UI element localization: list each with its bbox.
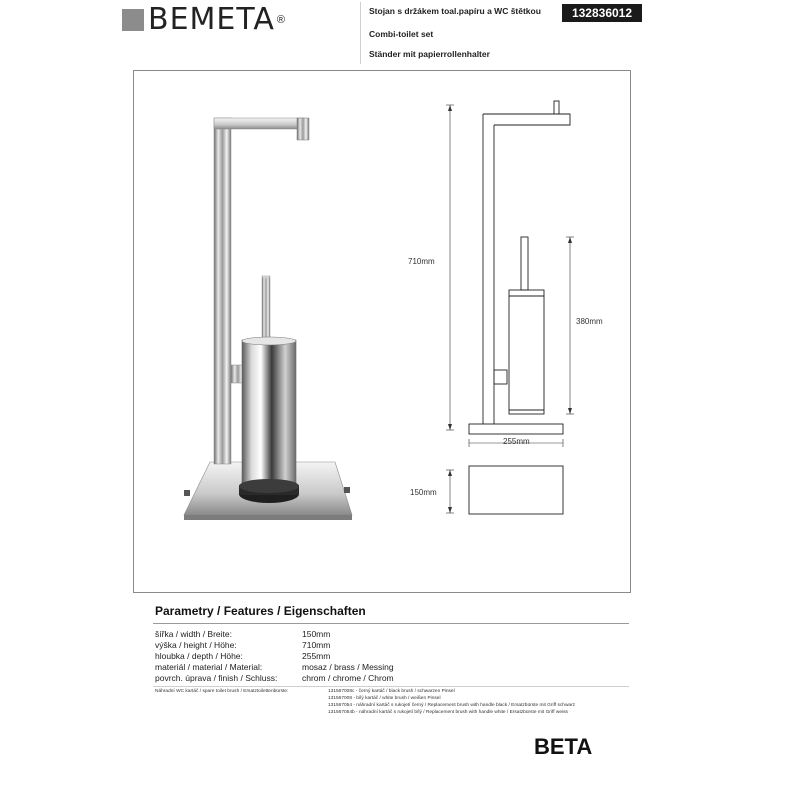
- brand-name: BEMETA: [148, 2, 275, 37]
- param-label-finish: povrch. úprava / finish / Schluss:: [155, 673, 278, 683]
- spare-item: 131567054b - náhradní kartáč s rukojetí bílý / Replacement brush with handle white / Ersatzbürste mit Griff weiss: [328, 710, 568, 715]
- spare-item: 131567008 - bílý kartáč / white brush / weißen Pinsel: [328, 696, 441, 701]
- height-dimension-label: 710mm: [408, 257, 435, 266]
- model-name: BETA: [534, 734, 593, 759]
- param-value-depth: 255mm: [302, 651, 331, 661]
- width-dimension-label: 255mm: [503, 437, 530, 446]
- product-title-cz: Stojan s držákem toal.papíru a WC štětkou: [369, 6, 541, 16]
- product-title-de: Ständer mit papierrollenhalter: [369, 49, 490, 59]
- brush-height-dimension-label: 380mm: [576, 317, 603, 326]
- depth-dimension-label: 150mm: [410, 488, 437, 497]
- spare-brush-label: Náhradní WC kartáč / spare toilet brush / Ersatztoilettenbürste:: [155, 689, 289, 694]
- spare-item: 131567008c - černý kartáč / black brush / schwarzen Pinsel: [328, 689, 455, 694]
- registered-mark: ®: [276, 14, 286, 26]
- photo-stand: [184, 118, 352, 520]
- product-code: 132836012: [562, 4, 642, 22]
- param-value-height: 710mm: [302, 640, 331, 650]
- dimension-lines: [446, 105, 574, 513]
- param-value-width: 150mm: [302, 629, 331, 639]
- param-value-material: mosaz / brass / Messing: [302, 662, 394, 672]
- dimension-arrows: [448, 105, 572, 513]
- param-label-height: výška / height / Höhe:: [155, 640, 237, 650]
- param-label-depth: hloubka / depth / Höhe:: [155, 651, 243, 661]
- technical-drawing: [469, 101, 570, 514]
- param-label-material: materiál / material / Material:: [155, 662, 263, 672]
- parameters-divider: [153, 623, 629, 624]
- product-title-en: Combi-toilet set: [369, 29, 434, 39]
- param-value-finish: chrom / chrome / Chrom: [302, 673, 394, 683]
- param-label-width: šířka / width / Breite:: [155, 629, 232, 639]
- parameters-title: Parametry / Features / Eigenschaften: [155, 604, 366, 618]
- spare-item: 131567054 - náhradní kartáč s rukojetí černý / Replacement brush with handle black / Ersatzbürste mit Griff schwarz: [328, 703, 576, 708]
- spare-divider: [153, 686, 629, 687]
